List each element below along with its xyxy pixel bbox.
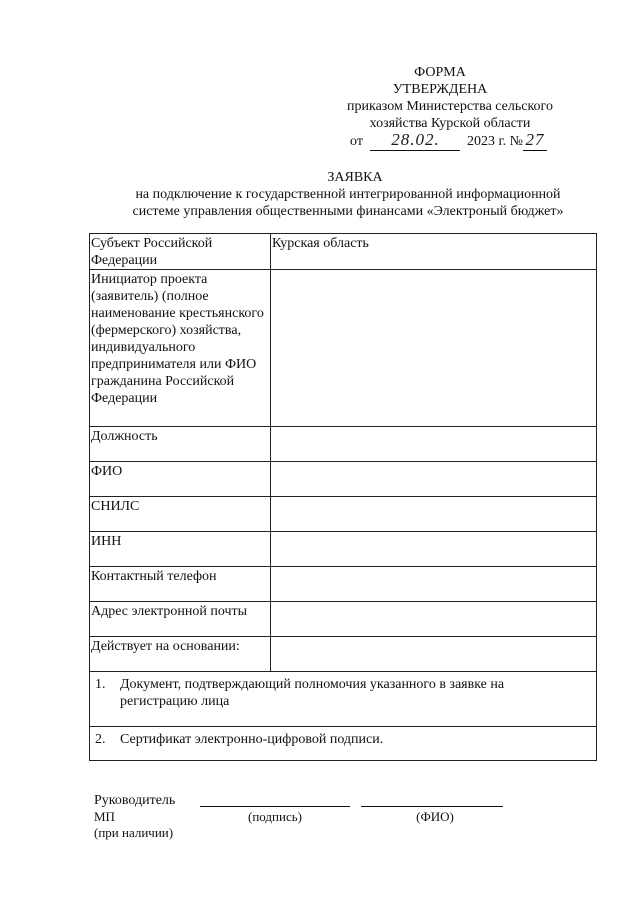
head-label: Руководитель <box>94 793 176 808</box>
row-label: ФИО <box>90 462 271 497</box>
order-date-line <box>350 131 570 151</box>
approved-label: УТВЕРЖДЕНА <box>392 82 488 97</box>
signature-line[interactable] <box>200 806 350 807</box>
row-label: Контактный телефон <box>90 567 271 602</box>
table-row <box>90 637 597 672</box>
table-row <box>90 497 597 532</box>
order-line-2: хозяйства Курской области <box>369 116 531 131</box>
row-value[interactable]: Курская область <box>271 234 597 270</box>
document-subtitle-1: на подключение к государственной интегрированной информационной <box>135 187 561 202</box>
mp-label: МП <box>94 809 115 824</box>
row-label: Должность <box>90 427 271 462</box>
attachment-item <box>90 672 597 727</box>
row-label: СНИЛС <box>90 497 271 532</box>
row-value[interactable] <box>271 602 597 637</box>
date-field <box>370 131 460 151</box>
row-label: ИНН <box>90 532 271 567</box>
row-value[interactable] <box>271 567 597 602</box>
application-table <box>89 233 597 761</box>
document-subtitle-2: системе управления общественными финансами «Электроный бюджет» <box>132 204 564 219</box>
row-value[interactable] <box>271 270 597 427</box>
row-value[interactable] <box>271 497 597 532</box>
table-row <box>90 234 597 270</box>
form-label: ФОРМА <box>414 65 466 80</box>
item-number: 2. <box>95 732 106 747</box>
number-field <box>523 131 547 151</box>
if-any-label: (при наличии) <box>94 825 174 840</box>
item-number: 1. <box>95 677 106 692</box>
table-row <box>90 462 597 497</box>
date-handwritten: 28.02. <box>391 130 440 149</box>
number-handwritten: 27 <box>525 130 545 149</box>
table-row <box>90 427 597 462</box>
row-value[interactable] <box>271 637 597 672</box>
document-title: ЗАЯВКА <box>327 170 383 185</box>
attachment-item <box>90 727 597 761</box>
item-text: Документ, подтверждающий полномочия указанного в заявке на регистрацию лица <box>120 677 505 709</box>
order-line-1: приказом Министерства сельского <box>347 99 553 114</box>
row-value[interactable] <box>271 532 597 567</box>
row-value[interactable] <box>271 462 597 497</box>
list-item <box>90 727 597 761</box>
row-label: Адрес электронной почты <box>90 602 271 637</box>
fio-line[interactable] <box>361 806 503 807</box>
signature-caption: (подпись) <box>248 809 302 824</box>
fio-caption: (ФИО) <box>416 809 454 824</box>
table-row <box>90 532 597 567</box>
item-text: Сертификат электронно-цифровой подписи. <box>120 732 384 747</box>
table-row <box>90 270 597 427</box>
year-number-label: 2023 г. № <box>466 134 523 149</box>
date-prefix: от <box>350 134 363 149</box>
row-value[interactable] <box>271 427 597 462</box>
table-row <box>90 602 597 637</box>
row-label: Действует на основании: <box>90 637 271 672</box>
table-row <box>90 567 597 602</box>
row-label: Субъект Российской Федерации <box>90 234 271 270</box>
row-label: Инициатор проекта (заявитель) (полное наименование крестьянского (фермерского) хозяйства, индивидуального предпринимателя или ФИО гражданина Российской Федерации <box>90 270 271 427</box>
list-item <box>90 672 597 727</box>
